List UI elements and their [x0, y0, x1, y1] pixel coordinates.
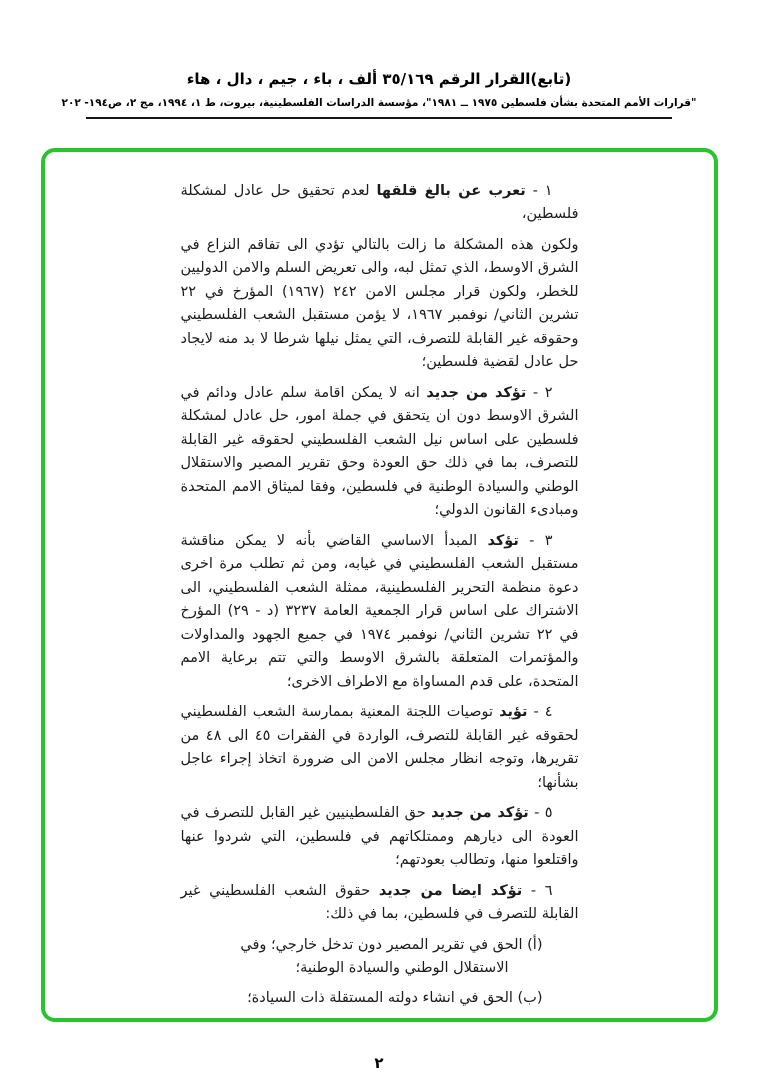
- paragraph-3: [181, 530, 579, 694]
- paragraph-1-continuation: [181, 234, 579, 375]
- paragraph-2-text: انه لا يمكن اقامة سلم عادل ودائم في الشرق الاوسط دون ان يتحقق في جملة امور، حل عادل لمشكلة فلسطين على اساس نيل الشعب الفلسطيني لحقوقه غير القابلة للتصرف، بما في ذلك حق العودة وحق تقرير المصير والاستقلال الوطني والسيادة الوطنية في فلسطين، وفقا لميثاق الامم المتحدة ومبادىء القانون الدولي؛: [180, 384, 579, 519]
- paragraph-1-number: ١ -: [532, 183, 553, 199]
- paragraph-6-number: ٦ -: [530, 882, 553, 899]
- paragraph-1-operative-phrase: تعرب عن بالغ قلقها: [376, 183, 526, 199]
- page-number: ٢: [374, 1054, 384, 1072]
- paragraph-5-number: ٥ -: [534, 805, 553, 822]
- paragraph-6: [181, 880, 579, 927]
- paragraph-3-operative-phrase: تؤكد: [487, 532, 519, 549]
- resolution-title: (تابع)القرار الرقم ٣٥/١٦٩ ألف ، باء ، جيم ، دال ، هاء: [186, 70, 572, 88]
- subparagraph-b: (ب) الحق في انشاء دولته المستقلة ذات السيادة؛: [247, 989, 543, 1006]
- paragraph-4: [181, 701, 579, 795]
- paragraph-3-text: المبدأ الاساسي القاضي بأنه لا يمكن مناقشة مستقبل الشعب الفلسطيني في غيابه، ومن ثم تطلب مرة اخرى دعوة منظمة التحرير الفلسطينية، ممثلة الشعب الفلسطيني، الى الاشتراك على اساس قرار الجمعية العامة ٣٢٣٧ (د - ٢٩) المؤرخ في ٢٢ تشرين الثاني/ نوفمبر ١٩٧٤ في جميع الجهود والمداولات والمؤتمرات المتعلقة بالشرق الاوسط والتي تتم برعاية الامم المتحدة، على قدم المساواة مع الاطراف الاخرى؛: [180, 532, 579, 690]
- page-footer: [0, 1053, 758, 1072]
- paragraph-2-operative-phrase: تؤكد من جديد: [426, 384, 527, 401]
- paragraph-4-text: توصيات اللجنة المعنية بممارسة الشعب الفلسطيني لحقوقه غير القابلة للتصرف، الواردة في الفقرات ٤٥ الى ٤٨ من تقريرها، وتوجه انظار مجلس الامن الى ضرورة اتخاذ إجراء عاجل بشأنها؛: [180, 704, 579, 791]
- paragraph-4-operative-phrase: تؤيد: [499, 704, 528, 721]
- paragraph-1-continuation-text: ولكون هذه المشكلة ما زالت بالتالي تؤدي الى تفاقم النزاع في الشرق الاوسط، الذي تمثل لبه، والى تعريض السلم والامن الدوليين للخطر، ولكون قرار مجلس الامن ٢٤٢ (١٩٦٧) المؤرخ في ٢٢ تشرين الثاني/ نوفمبر ١٩٦٧، لا يؤمن مستقبل الشعب الفلسطيني وحقوقه غير القابلة للتصرف، التي يمثل نيلها شرطا لا بد منه لايجاد حل عادل لقضية فلسطين؛: [180, 236, 579, 371]
- paragraph-2-number: ٢ -: [532, 384, 553, 401]
- paragraph-1-text: لعدم تحقيق حل عادل لمشكلة فلسطين،: [180, 183, 579, 223]
- content-frame: [41, 148, 718, 1022]
- subparagraph-a: (أ) الحق في تقرير المصير دون تدخل خارجي؛ وفي الاستقلال الوطني والسيادة الوطنية؛: [240, 936, 543, 977]
- paragraph-2: [181, 382, 579, 523]
- paragraph-6-operative-phrase: تؤكد ايضا من جديد: [378, 882, 523, 899]
- header-divider-line: [86, 117, 672, 119]
- paragraph-6-text: حقوق الشعب الفلسطيني غير القابلة للتصرف في فلسطين، بما في ذلك:: [180, 882, 579, 923]
- paragraph-5: [181, 802, 579, 872]
- resolution-body: [181, 180, 579, 1010]
- paragraph-5-operative-phrase: تؤكد من جديد: [431, 805, 529, 822]
- paragraph-1: [181, 180, 579, 227]
- source-citation: "قرارات الأمم المتحدة بشأن فلسطين ١٩٧٥ ــ ١٩٨١"، مؤسسة الدراسات الفلسطينية، بيروت، ط ١، ١٩٩٤، مج ٢، ص١٩٤- ٢٠٢: [61, 96, 697, 109]
- document-header: [0, 0, 758, 119]
- paragraph-3-number: ٣ -: [529, 532, 553, 549]
- paragraph-4-number: ٤ -: [533, 704, 553, 721]
- paragraph-5-text: حق الفلسطينيين غير القابل للتصرف في العودة الى ديارهم وممتلكاتهم في فلسطين، التي شردوا عنها واقتلعوا منها، وتطالب بعودتهم؛: [180, 805, 579, 869]
